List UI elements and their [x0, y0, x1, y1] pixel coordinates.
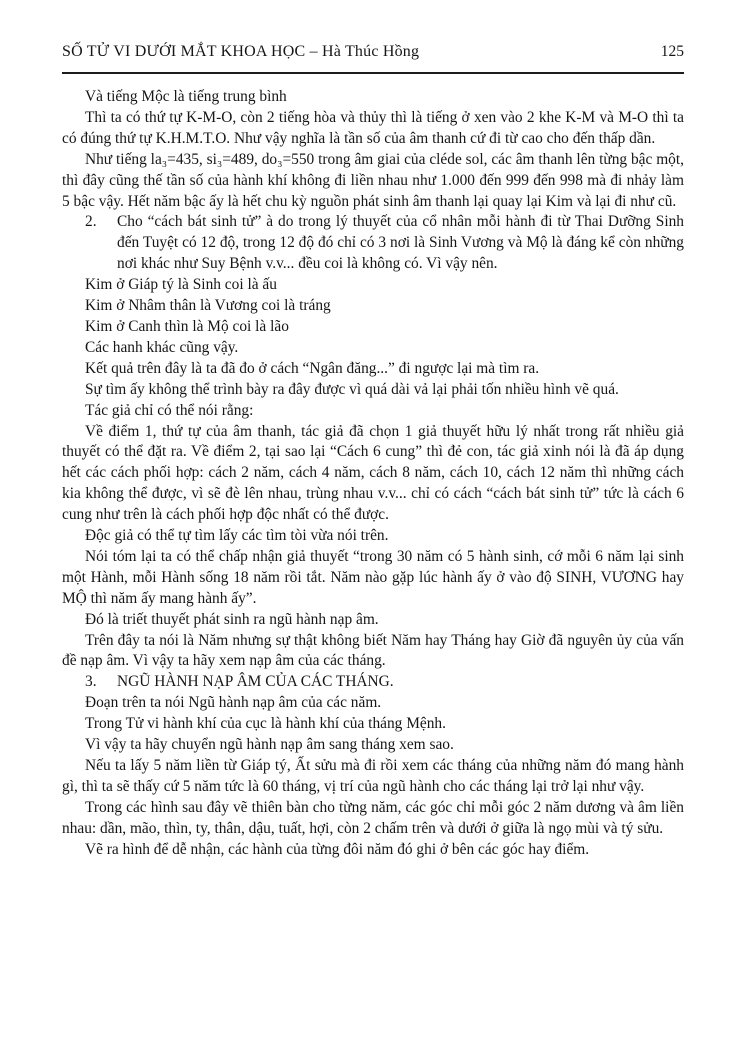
page-header-title: SỐ TỬ VI DƯỚI MẮT KHOA HỌC – Hà Thúc Hồng — [62, 43, 420, 60]
paragraph: Tác giả chỉ có thể nói rằng: — [85, 401, 254, 419]
paragraph: Đó là triết thuyết phát sinh ra ngũ hành nạp âm. — [85, 610, 379, 628]
page-content — [62, 87, 684, 861]
paragraph: Trong các hình sau đây vẽ thiên bàn cho từng năm, các góc chỉ mỗi góc 2 năm dương và âm liền nhau: dần, mão, thìn, ty, thân, dậu, tuất, hợi, còn 2 chấm trên và dưới ở giữa là ngọ mùi và tý sửu. — [62, 798, 684, 837]
list-item-text: Cho “cách bát sinh tử” à do trong lý thuyết của cổ nhân mỗi hành đi từ Thai Dưỡng Sinh đến Tuyệt có 12 độ, trong 12 độ đó chỉ có 3 nơi là Sinh Vương và Mộ là đáng kể còn những nơi khác như Suy Bệnh v.v... đều coi là không có. Vì vậy nên. — [117, 213, 684, 273]
paragraph: Độc giả có thể tự tìm lấy các tìm tòi vừa nói trên. — [85, 527, 389, 545]
paragraph: Trong Tử vi hành khí của cục là hành khí của tháng Mệnh. — [85, 715, 446, 733]
paragraph: Như tiếng la₃=435, si₃=489, do₃=550 trong âm giai của cléde sol, các âm thanh lên từng bậc một, thì đây cũng thế tần số của hành khí không đi liền nhau như 1.000 đến 999 đến 998 mà đi nhảy làm 5 bậc vậy. Hết năm bậc ấy là hết chu kỳ nguồn phát sinh âm thanh lại quay lại Kim và lại đi như cũ. — [62, 150, 684, 210]
paragraph: Trên đây ta nói là Năm nhưng sự thật không biết Năm hay Tháng hay Giờ đã nguyên ủy của vấn đề nạp âm. Vì vậy ta hãy xem nạp âm của các tháng. — [62, 631, 684, 670]
paragraph: Các hanh khác cũng vậy. — [85, 338, 239, 356]
paragraph: Vì vậy ta hãy chuyển ngũ hành nạp âm sang tháng xem sao. — [85, 736, 454, 754]
section-number: 3. — [85, 673, 97, 691]
page-header — [62, 43, 684, 74]
paragraph: Kết quả trên đây là ta đã đo ở cách “Ngân đăng...” đi ngược lại mà tìm ra. — [85, 359, 540, 377]
list-item-number: 2. — [85, 213, 97, 231]
section-heading-text: NGŨ HÀNH NẠP ÂM CỦA CÁC THÁNG. — [117, 673, 394, 691]
list-item-2 — [62, 212, 684, 275]
paragraph: Nếu ta lấy 5 năm liền từ Giáp tý, Ất sửu mà đi rồi xem các tháng của những năm đó mang hành gì, thì ta sẽ thấy cứ 5 năm tức là 60 tháng, vị trí của ngũ hành cho các tháng lại trở lại như vậy. — [62, 757, 684, 795]
paragraph: Kim ở Canh thìn là Mộ coi là lão — [85, 317, 289, 335]
paragraph: Kim ở Nhâm thân là Vương coi là tráng — [85, 297, 331, 315]
paragraph: Kim ở Giáp tý là Sinh coi là ấu — [85, 276, 277, 294]
paragraph: Đoạn trên ta nói Ngũ hành nạp âm của các năm. — [85, 694, 382, 712]
page-number: 125 — [660, 43, 684, 60]
paragraph: Vẽ ra hình để dễ nhận, các hành của từng đôi năm đó ghi ở bên các góc hay điểm. — [85, 840, 590, 858]
paragraph: Về điểm 1, thứ tự của âm thanh, tác giả đã chọn 1 giả thuyết hữu lý nhất trong rất nhiều giả thuyết có thể đặt ra. Về điểm 2, tại sao lại “Cách 6 cung” thì đẻ con, tác giả xinh nói là đã áp dụng hết các cách phối hợp: cách 2 năm, cách 4 năm, cách 8 năm, cách 10, cách 12 năm thì những cách kia không thể được, vì sẽ đè lên nhau, trùng nhau v.v... chỉ có cách “cách bát sinh tử” tức là cách 6 cung như trên là cách phối hợp độc nhất có thể được. — [62, 422, 684, 524]
paragraph: Nói tóm lại ta có thể chấp nhận giả thuyết “trong 30 năm có 5 hành sinh, cớ mỗi 6 năm lại sinh một Hành, mỗi Hành sống 18 năm rồi tắt. Năm nào gặp lúc hành ấy ở vào độ SINH, VƯƠNG hay MỘ thì năm ấy mang hành ấy”. — [62, 547, 684, 607]
section-heading-3 — [62, 672, 684, 693]
paragraph: Và tiếng Mộc là tiếng trung bình — [85, 88, 287, 105]
paragraph: Thì ta có thứ tự K-M-O, còn 2 tiếng hòa và thủy thì là tiếng ở xen vào 2 khe K-M và M-O thì ta có đúng thứ tự K.H.M.T.O. Như vậy nghĩa là tần số của âm thanh cứ đi từ cao cho đến thấp dần. — [62, 108, 684, 147]
paragraph: Sự tìm ấy không thể trình bày ra đây được vì quá dài vả lại phải tốn nhiều hình vẽ quá. — [85, 380, 619, 398]
